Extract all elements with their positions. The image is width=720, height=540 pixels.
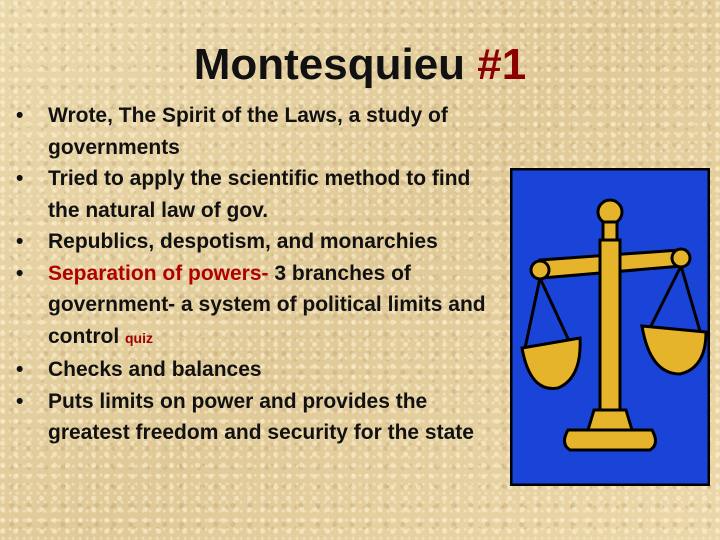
bullet-marker: • (16, 389, 24, 413)
bullet-marker: • (16, 104, 24, 127)
slide-title (0, 40, 720, 90)
bullet-marker: • (16, 261, 24, 285)
quiz-link[interactable]: quiz (125, 329, 153, 346)
bullet-item (14, 226, 506, 258)
bullet-text: Wrote, The Spirit of the Laws, a study of governments (48, 104, 448, 159)
bullet-text: Republics, despotism, and monarchies (48, 230, 438, 253)
bullet-item (14, 386, 506, 449)
bullet-item (14, 163, 506, 226)
bullet-text: 3 branches of government- a system of political limits and control (48, 261, 486, 348)
bullet-list (14, 100, 506, 449)
bullet-text: Tried to apply the scientific method to find the natural law of gov. (48, 167, 471, 222)
bullet-item (14, 258, 506, 355)
scales-of-justice-icon (510, 168, 710, 486)
bullet-marker: • (16, 167, 24, 190)
title-text: Montesquieu (193, 40, 466, 89)
bullet-item (14, 354, 506, 386)
title-number: #1 (477, 40, 527, 89)
bullet-text: Checks and balances (48, 358, 262, 381)
bullet-marker: • (16, 230, 24, 253)
bullet-item (14, 100, 506, 163)
bullet-highlight: Separation of powers- (48, 261, 269, 285)
bullet-marker: • (16, 358, 24, 381)
bullet-text: Puts limits on power and provides the greatest freedom and security for the state (48, 389, 474, 444)
